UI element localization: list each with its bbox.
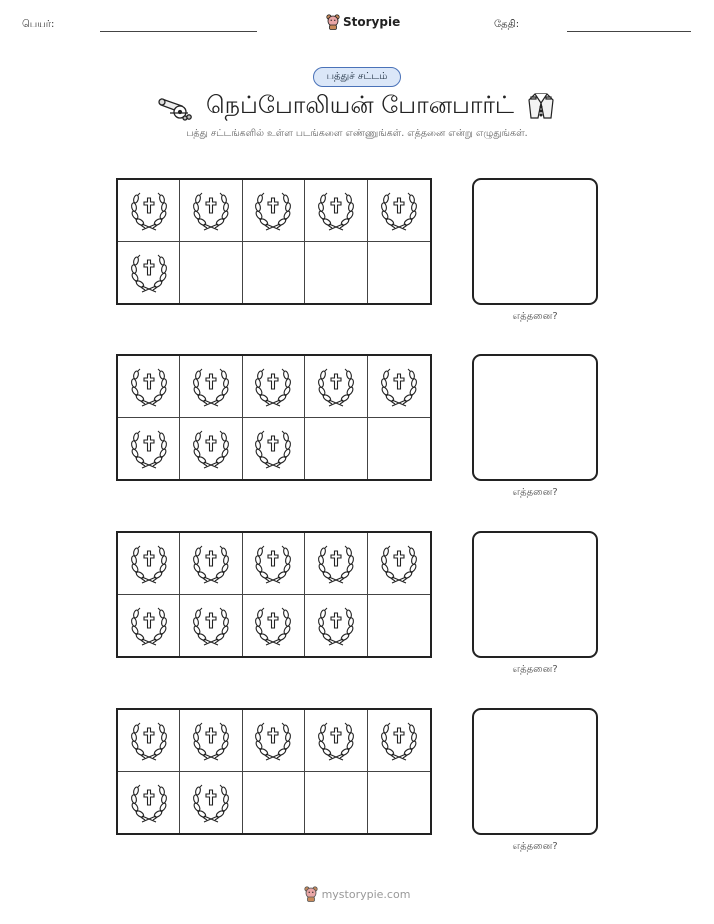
ten-frame-cell — [368, 772, 430, 834]
ten-frame-cell — [118, 772, 180, 834]
question-label: எத்தனை? — [512, 487, 558, 498]
ten-frame-cell — [118, 418, 180, 480]
ten-frame-cell — [180, 418, 242, 480]
footer-url[interactable]: mystorypie.com — [321, 887, 411, 901]
ten-frame-cell — [305, 418, 367, 480]
laurel-wreath-cross-icon — [252, 603, 294, 647]
laurel-wreath-cross-icon — [252, 188, 294, 232]
ten-frame-cell — [243, 595, 305, 657]
laurel-wreath-cross-icon — [252, 364, 294, 408]
laurel-wreath-cross-icon — [315, 188, 357, 232]
ten-frame-cell — [180, 710, 242, 772]
laurel-wreath-cross-icon — [128, 541, 170, 585]
name-line[interactable] — [100, 31, 257, 32]
answer-box[interactable] — [472, 178, 598, 305]
ten-frame-cell — [305, 356, 367, 418]
ten-frame-cell — [180, 242, 242, 304]
brand-logo — [326, 14, 400, 30]
laurel-wreath-cross-icon — [378, 718, 420, 762]
ten-frame-cell — [305, 242, 367, 304]
laurel-wreath-cross-icon — [128, 250, 170, 294]
ten-frame-cell — [243, 242, 305, 304]
answer-box[interactable] — [472, 708, 598, 835]
ten-frame-cell — [118, 710, 180, 772]
cannon-icon — [158, 91, 194, 121]
question-label: எத்தனை? — [512, 841, 558, 852]
instructions: பத்து சட்டங்களில் உள்ள படங்களை எண்ணுங்கள். எத்தனை என்று எழுதுங்கள். — [186, 128, 528, 139]
name-label: பெயர்: — [22, 19, 55, 30]
laurel-wreath-cross-icon — [315, 718, 357, 762]
laurel-wreath-cross-icon — [190, 188, 232, 232]
ten-frame-cell — [368, 242, 430, 304]
ten-frame-cell — [243, 180, 305, 242]
ten-frame-cell — [118, 595, 180, 657]
ten-frame-cell — [243, 418, 305, 480]
ten-frame — [116, 531, 432, 658]
laurel-wreath-cross-icon — [128, 188, 170, 232]
ten-frame-cell — [243, 533, 305, 595]
page-title: நெப்போலியன் போனபார்ட் — [205, 90, 515, 119]
laurel-wreath-cross-icon — [315, 364, 357, 408]
laurel-wreath-cross-icon — [378, 364, 420, 408]
laurel-wreath-cross-icon — [378, 188, 420, 232]
ten-frame-cell — [305, 533, 367, 595]
bear-mascot-icon — [304, 886, 318, 902]
ten-frame-cell — [118, 242, 180, 304]
ten-frame-cell — [180, 595, 242, 657]
ten-frame-cell — [368, 710, 430, 772]
laurel-wreath-cross-icon — [190, 718, 232, 762]
ten-frame — [116, 354, 432, 481]
topic-badge: பத்துச் சட்டம் — [313, 67, 401, 87]
laurel-wreath-cross-icon — [190, 426, 232, 470]
ten-frame-cell — [368, 356, 430, 418]
ten-frame-cell — [368, 180, 430, 242]
ten-frame-cell — [180, 533, 242, 595]
answer-box[interactable] — [472, 531, 598, 658]
laurel-wreath-cross-icon — [128, 426, 170, 470]
military-coat-icon — [526, 91, 556, 121]
ten-frame — [116, 708, 432, 835]
ten-frame-cell — [368, 533, 430, 595]
laurel-wreath-cross-icon — [378, 541, 420, 585]
date-label: தேதி: — [494, 19, 520, 30]
ten-frame-cell — [243, 772, 305, 834]
laurel-wreath-cross-icon — [252, 541, 294, 585]
answer-box[interactable] — [472, 354, 598, 481]
laurel-wreath-cross-icon — [315, 541, 357, 585]
laurel-wreath-cross-icon — [190, 364, 232, 408]
ten-frame — [116, 178, 432, 305]
laurel-wreath-cross-icon — [128, 364, 170, 408]
laurel-wreath-cross-icon — [252, 426, 294, 470]
question-label: எத்தனை? — [512, 311, 558, 322]
ten-frame-cell — [305, 180, 367, 242]
laurel-wreath-cross-icon — [128, 603, 170, 647]
laurel-wreath-cross-icon — [128, 780, 170, 824]
ten-frame-cell — [368, 595, 430, 657]
laurel-wreath-cross-icon — [190, 780, 232, 824]
ten-frame-cell — [118, 356, 180, 418]
date-line[interactable] — [567, 31, 691, 32]
ten-frame-cell — [368, 418, 430, 480]
ten-frame-cell — [243, 356, 305, 418]
ten-frame-cell — [180, 180, 242, 242]
laurel-wreath-cross-icon — [252, 718, 294, 762]
footer — [0, 886, 714, 902]
ten-frame-cell — [305, 595, 367, 657]
laurel-wreath-cross-icon — [190, 603, 232, 647]
ten-frame-cell — [118, 533, 180, 595]
ten-frame-cell — [305, 772, 367, 834]
laurel-wreath-cross-icon — [128, 718, 170, 762]
ten-frame-cell — [305, 710, 367, 772]
laurel-wreath-cross-icon — [315, 603, 357, 647]
ten-frame-cell — [180, 356, 242, 418]
ten-frame-cell — [180, 772, 242, 834]
brand-name: Storypie — [343, 15, 401, 29]
laurel-wreath-cross-icon — [190, 541, 232, 585]
ten-frame-cell — [243, 710, 305, 772]
bear-mascot-icon — [326, 14, 340, 30]
title-row — [0, 88, 714, 124]
ten-frame-cell — [118, 180, 180, 242]
question-label: எத்தனை? — [512, 664, 558, 675]
